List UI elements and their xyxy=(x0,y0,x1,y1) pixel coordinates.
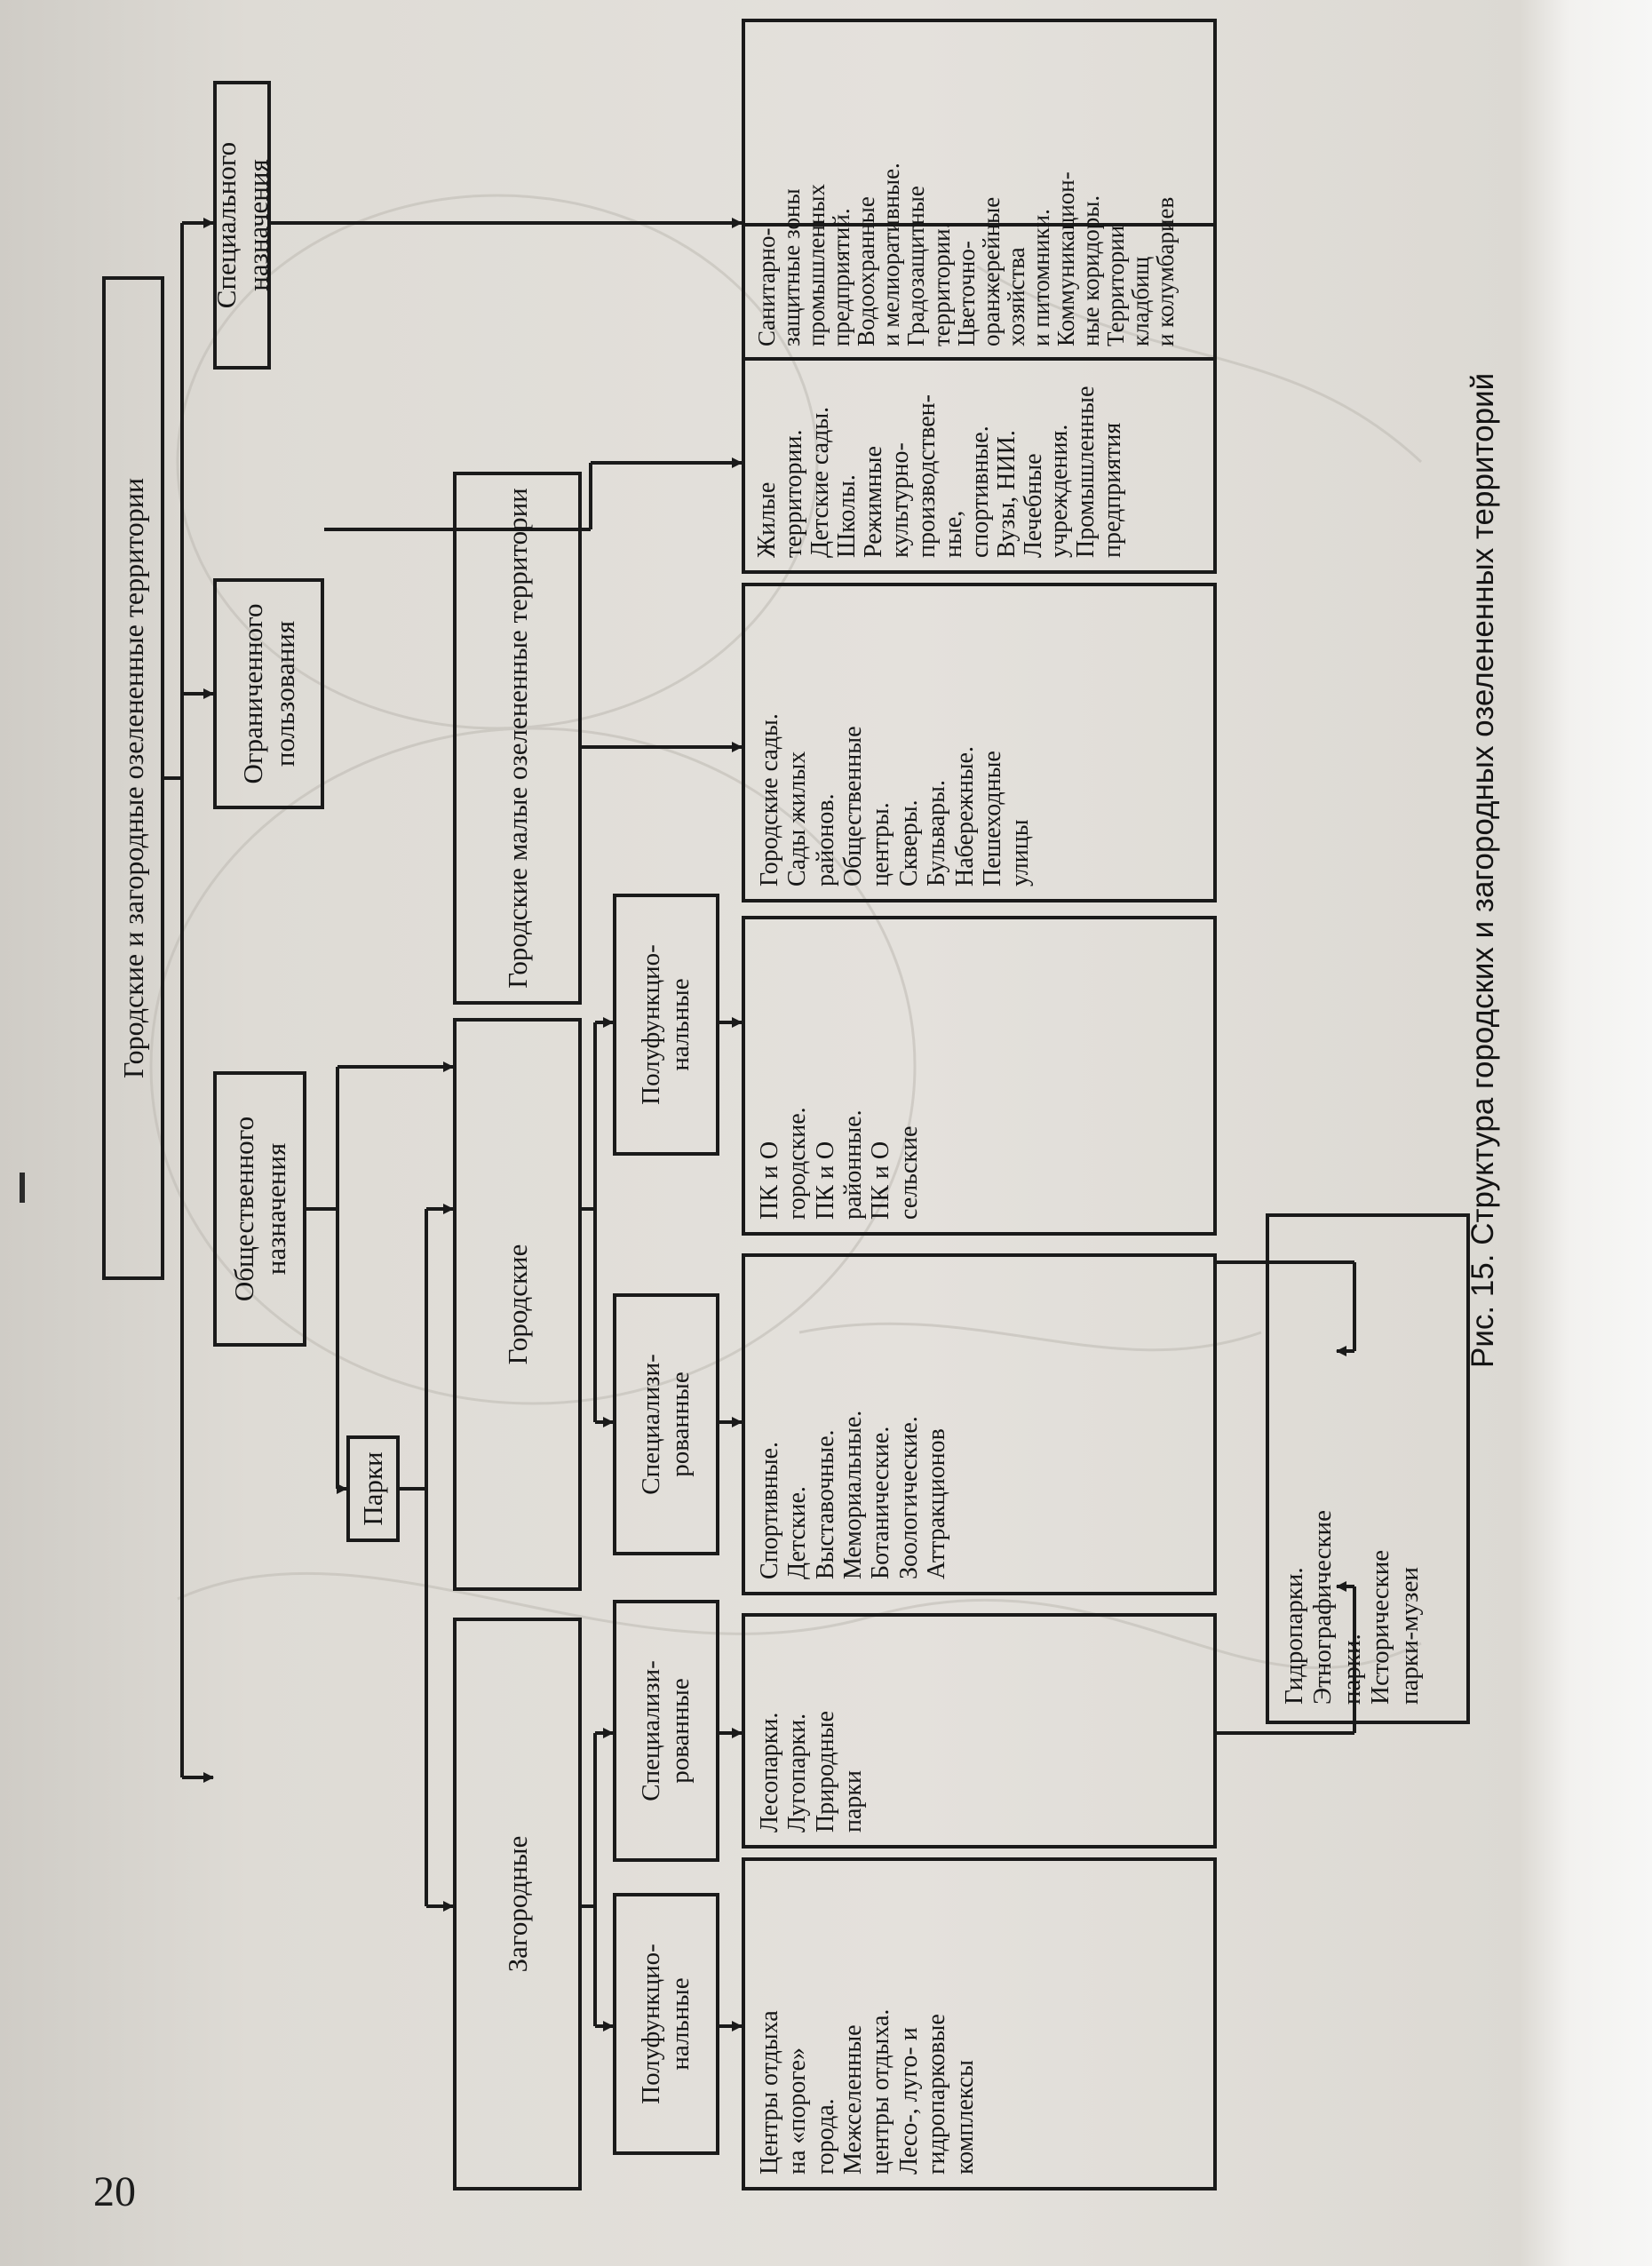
suburban-specialized-node: Специализи- рованные xyxy=(613,1600,719,1862)
parks-node: Парки xyxy=(346,1435,400,1542)
special-purpose-node: Специального назначения xyxy=(213,81,271,370)
urban-multifunctional-node: Полуфункцио- нальные xyxy=(613,894,719,1156)
urban-specialized-node: Специализи- рованные xyxy=(613,1293,719,1555)
margin-mark xyxy=(20,1173,25,1203)
figure-caption: Рис. 15. Структура городских и загородных озелененных территорий xyxy=(1465,372,1500,1368)
urban-node: Городские xyxy=(453,1018,582,1591)
suburban-multifunctional-node: Полуфункцио- нальные xyxy=(613,1893,719,2155)
suburban-multifunctional-leaf: Центры отдыха на «пороге» города. Межселенные центры отдыха. Лесо-, луго- и гидропарковые комплексы xyxy=(742,1857,1217,2190)
small-green-areas-node: Городские малые озелененные территории xyxy=(453,472,582,1005)
root-node: Городские и загородные озелененные территории xyxy=(102,276,164,1280)
hydroparks-box: Гидропарки. Этнографические парки. Исторические парки-музеи xyxy=(1266,1213,1470,1724)
urban-specialized-leaf: Спортивные. Детские. Выставочные. Мемориальные. Ботанические. Зоологические. Аттракционов xyxy=(742,1253,1217,1595)
restricted-use-node: Ограниченного пользования xyxy=(213,578,324,809)
restricted-use-leaf: Жилые территории. Детские сады. Школы. Режимные культурно- производствен- ные, спортивные. Вузы, НИИ. Лечебные учреждения. Промышленные предприятия xyxy=(742,223,1217,574)
urban-multifunctional-leaf: ПК и О городские. ПК и О районные. ПК и О сельские xyxy=(742,916,1217,1236)
page-number: 20 xyxy=(93,2168,136,2215)
small-green-areas-leaf: Городские сады. Сады жилых районов. Общественные центры. Скверы. Бульвары. Набережные. Пешеходные улицы xyxy=(742,583,1217,902)
special-purpose-leaf: Санитарно- защитные зоны промышленных предприятий. Водоохранные и мелиоративные. Градозащитные территории. Цветочно- оранжерейные хозяйства и питомники. Коммуникацион- ные коридоры. Территории кладбищ и колумбариев xyxy=(742,19,1217,361)
suburban-specialized-leaf: Лесопарки. Лугопарки. Природные парки xyxy=(742,1613,1217,1849)
suburban-node: Загородные xyxy=(453,1618,582,2190)
public-use-node: Общественного назначения xyxy=(213,1071,306,1347)
